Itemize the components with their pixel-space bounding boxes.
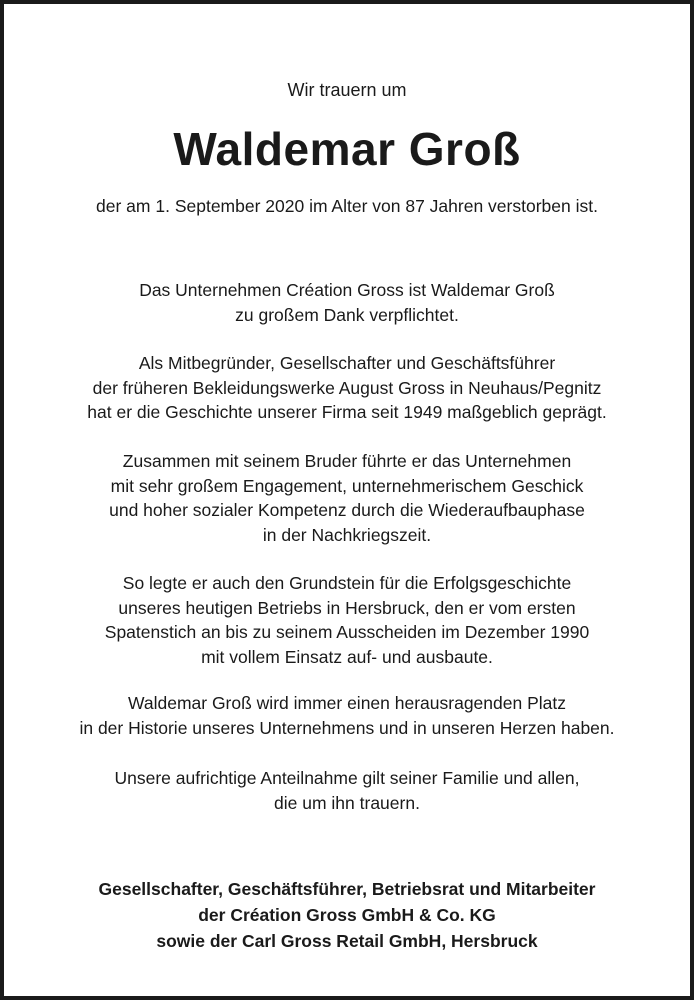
intro-text: Wir trauern um [287,80,407,100]
paragraph-line: mit vollem Einsatz auf- und ausbaute. [201,646,493,667]
paragraph-line: die um ihn trauern. [274,792,420,813]
paragraph-founder [4,351,690,425]
paragraph-line: Waldemar Groß wird immer einen herausragenden Platz [127,693,566,713]
paragraph-line: Zusammen mit seinem Bruder führte er das Unternehmen [122,451,572,471]
paragraph-hersbruck [4,571,690,669]
paragraph-line: in der Historie unseres Unternehmens und in unseren Herzen haben. [79,717,615,738]
paragraph-gratitude [4,278,690,327]
paragraph-line: der früheren Bekleidungswerke August Gross in Neuhaus/Pegnitz [92,377,602,398]
paragraph-line: Das Unternehmen Création Gross ist Waldemar Groß [139,280,555,300]
deceased-name: Waldemar Groß [173,123,521,175]
paragraph-line: Unsere aufrichtige Anteilnahme gilt seiner Familie und allen, [114,768,580,788]
paragraph-line: Als Mitbegründer, Gesellschafter und Geschäftsführer [138,353,556,373]
signature-line: sowie der Carl Gross Retail GmbH, Hersbruck [156,931,538,951]
paragraph-line: unseres heutigen Betriebs in Hersbruck, den er vom ersten [118,597,576,618]
signature-line: Gesellschafter, Geschäftsführer, Betriebsrat und Mitarbeiter [98,879,596,899]
paragraph-line: hat er die Geschichte unserer Firma seit 1949 maßgeblich geprägt. [87,402,607,422]
paragraph-line: mit sehr großem Engagement, unternehmerischem Geschick [110,475,584,496]
paragraph-line: Spatenstich an bis zu seinem Ausscheiden im Dezember 1990 [104,622,590,642]
paragraph-line: zu großem Dank verpflichtet. [235,304,459,325]
paragraph-line: in der Nachkriegszeit. [262,524,432,545]
paragraph-brother [4,449,690,547]
signature-line: der Création Gross GmbH & Co. KG [198,905,496,925]
death-date-line: der am 1. September 2020 im Alter von 87 Jahren verstorben ist. [96,196,598,216]
paragraph-line: und hoher sozialer Kompetenz durch die Wiederaufbauphase [109,500,585,520]
paragraph-legacy [4,691,690,740]
paragraph-line: So legte er auch den Grundstein für die Erfolgsgeschichte [122,573,572,593]
signature-block [4,876,690,954]
paragraph-condolence [4,766,690,815]
